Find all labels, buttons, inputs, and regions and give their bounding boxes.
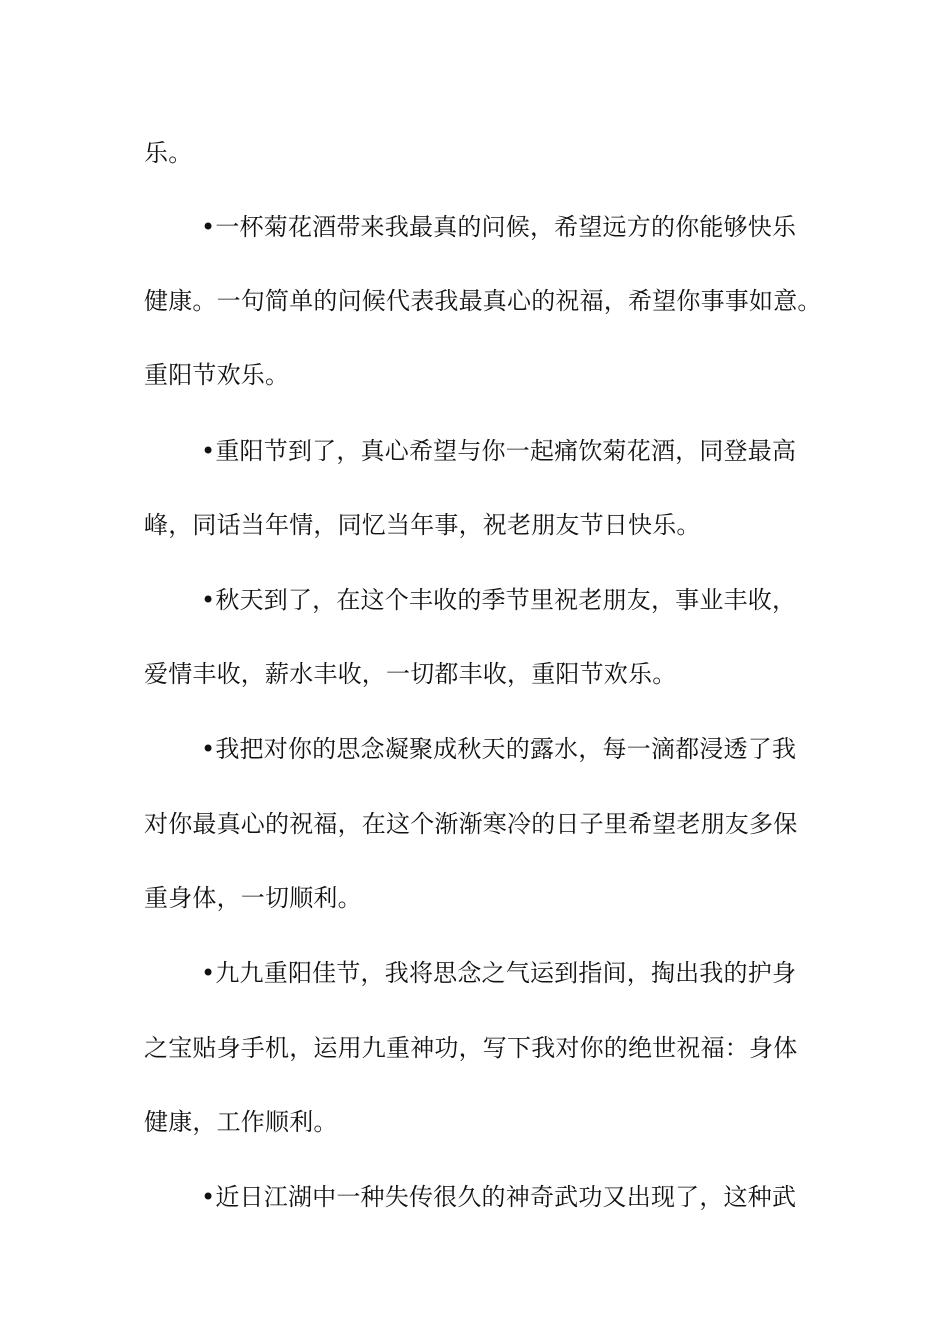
text-line: 重阳节欢乐。 xyxy=(144,361,290,389)
text-line: 峰，同话当年情，同忆当年事，祝老朋友节日快乐。 xyxy=(144,511,701,539)
text-line: 健康。一句简单的问候代表我最真心的祝福，希望你事事如意。 xyxy=(144,287,822,315)
bullet-line: •一杯菊花酒带来我最真的问候，希望远方的你能够快乐 xyxy=(201,213,797,241)
text-line: 健康，工作顺利。 xyxy=(144,1108,338,1136)
bullet-line: •秋天到了，在这个丰收的季节里祝老朋友，事业丰收， xyxy=(201,586,797,614)
text-line: 之宝贴身手机，运用九重神功，写下我对你的绝世祝福：身体 xyxy=(144,1034,798,1062)
text-line: 对你最真心的祝福，在这个渐渐寒冷的日子里希望老朋友多保 xyxy=(144,810,798,838)
bullet-line: •我把对你的思念凝聚成秋天的露水，每一滴都浸透了我 xyxy=(201,735,797,763)
bullet-line: •重阳节到了，真心希望与你一起痛饮菊花酒，同登最高 xyxy=(201,437,797,465)
bullet-line: •九九重阳佳节，我将思念之气运到指间，掏出我的护身 xyxy=(201,959,797,987)
text-line: 乐。 xyxy=(144,139,193,167)
text-line: 爱情丰收，薪水丰收，一切都丰收，重阳节欢乐。 xyxy=(144,660,677,688)
text-line: 重身体，一切顺利。 xyxy=(144,884,362,912)
bullet-line: •近日江湖中一种失传很久的神奇武功又出现了，这种武 xyxy=(201,1183,797,1211)
